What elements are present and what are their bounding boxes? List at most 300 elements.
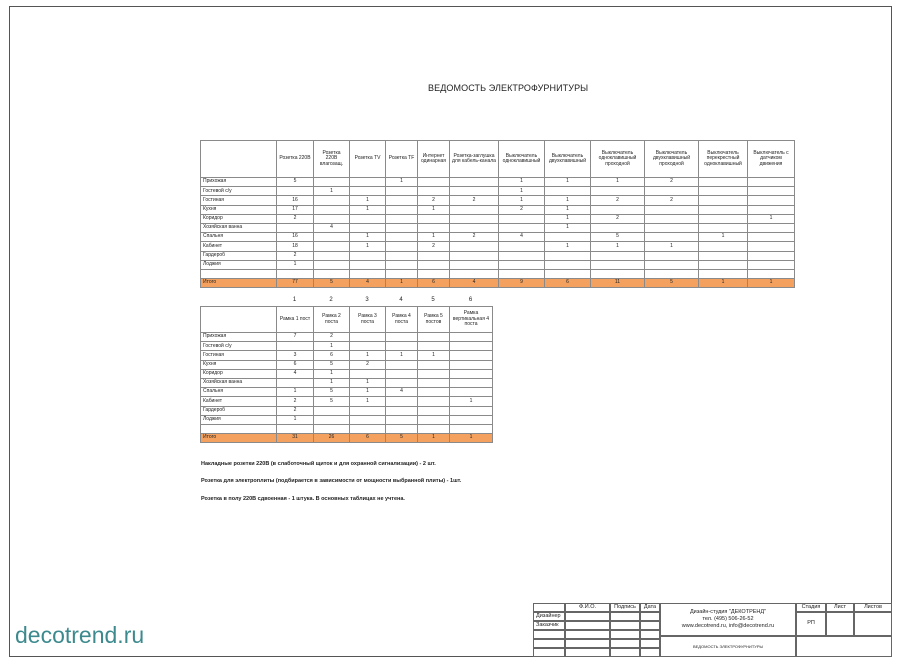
title-block [533,603,892,657]
table1-header-2: Розетка 220В влагозащ. [314,141,350,178]
quantity-cell [545,260,591,269]
quantity-cell: 1 [350,233,386,242]
table2-header-1: Рамка 1 пост [277,307,314,333]
quantity-cell [386,205,418,214]
quantity-cell: 5 [314,360,350,369]
quantity-cell: 2 [277,406,314,415]
table2-body [201,333,493,443]
quantity-cell [450,223,499,232]
quantity-cell: 1 [499,178,545,187]
quantity-cell [450,269,499,278]
quantity-cell: 16 [277,196,314,205]
room-name-cell: Кабинет [201,242,277,251]
title-block-empty-row-1a [533,630,565,639]
total-value-cell: 5 [386,434,418,443]
room-name-cell: Гардероб [201,251,277,260]
sockets-switches-table [200,140,795,288]
column-number: 1 [292,297,297,303]
quantity-cell: 1 [350,351,386,360]
title-block-empty-row-3c [610,648,640,657]
quantity-cell [699,214,748,223]
quantity-cell [314,260,350,269]
title-block-empty-row-2a [533,639,565,648]
quantity-cell: 18 [277,242,314,251]
table-row [201,205,795,214]
quantity-cell [386,251,418,260]
quantity-cell: 5 [591,233,645,242]
title-block-stage-value: РП [796,612,826,636]
quantity-cell: 4 [499,233,545,242]
total-value-cell: 26 [314,434,350,443]
quantity-cell: 2 [277,214,314,223]
table2-column-numbers [200,297,492,305]
quantity-cell [450,178,499,187]
quantity-cell [418,360,450,369]
quantity-cell [386,406,418,415]
quantity-cell [645,223,699,232]
table-row [201,196,795,205]
table-row [201,351,493,360]
room-name-cell: Спальня [201,388,277,397]
title-block-sheet-value [826,612,854,636]
total-label-cell: Итого [201,434,277,443]
table-row [201,187,795,196]
quantity-cell [350,214,386,223]
table-row [201,378,493,387]
quantity-cell [350,187,386,196]
quantity-cell: 1 [591,178,645,187]
table1-body [201,178,795,288]
column-number: 3 [365,297,369,303]
quantity-cell: 1 [499,187,545,196]
quantity-cell [499,242,545,251]
table-row [201,342,493,351]
quantity-cell [350,333,386,342]
quantity-cell: 1 [418,205,450,214]
table-row [201,214,795,223]
quantity-cell [386,187,418,196]
title-block-designer-fio [565,612,610,621]
quantity-cell [350,342,386,351]
quantity-cell [748,205,795,214]
quantity-cell [591,251,645,260]
quantity-cell [386,415,418,424]
table-row [201,233,795,242]
quantity-cell [314,214,350,223]
total-value-cell: 1 [699,279,748,288]
quantity-cell: 1 [418,233,450,242]
quantity-cell [314,196,350,205]
quantity-cell: 2 [499,205,545,214]
quantity-cell [499,214,545,223]
table2-header-2: Рамка 2 поста [314,307,350,333]
quantity-cell [277,269,314,278]
title-block-sheet-label: Лист [826,603,854,612]
total-value-cell: 5 [314,279,350,288]
title-block-empty-row-2c [610,639,640,648]
quantity-cell: 1 [314,187,350,196]
quantity-cell: 16 [277,233,314,242]
quantity-cell [277,223,314,232]
quantity-cell [418,251,450,260]
quantity-cell [418,333,450,342]
quantity-cell [350,251,386,260]
room-name-cell: Гостиная [201,351,277,360]
quantity-cell [418,424,450,433]
quantity-cell: 2 [418,196,450,205]
quantity-cell [386,342,418,351]
total-value-cell: 11 [591,279,645,288]
quantity-cell [450,415,493,424]
quantity-cell [450,369,493,378]
quantity-cell [386,369,418,378]
note-floor-socket: Розетка в полу 220В сдвоенная - 1 штука. В основных таблицах не учтена. [201,496,405,502]
title-block-empty-row-3a [533,648,565,657]
quantity-cell: 1 [314,342,350,351]
quantity-cell [748,233,795,242]
title-block-empty-row-1d [640,630,660,639]
quantity-cell: 1 [591,242,645,251]
column-number: 4 [399,297,403,303]
quantity-cell: 1 [645,242,699,251]
title-block-customer-sign [610,621,640,630]
quantity-cell [418,388,450,397]
total-value-cell: 5 [645,279,699,288]
title-block-sheets-label: Листов [854,603,892,612]
room-name-cell: Лоджия [201,260,277,269]
studio-contacts: www.decotrend.ru, info@decotrend.ru [681,623,775,630]
table2-header-5: Рамка 5 постов [418,307,450,333]
table-row [201,388,493,397]
watermark: decotrend.ru [15,622,145,648]
title-block-date-header: Дата [640,603,660,612]
quantity-cell [314,415,350,424]
table-row [201,369,493,378]
quantity-cell [699,223,748,232]
title-block-stage-label: Стадия [796,603,826,612]
table1-header-6: Розетка-заглушка для кабель-канала [450,141,499,178]
title-block-empty-row-1c [610,630,640,639]
quantity-cell [350,260,386,269]
title-block-empty-row-2b [565,639,610,648]
quantity-cell [314,178,350,187]
quantity-cell [418,260,450,269]
quantity-cell [314,242,350,251]
quantity-cell [450,242,499,251]
title-block-empty [796,636,892,657]
room-name-cell: Коридор [201,369,277,378]
total-value-cell: 1 [450,434,493,443]
table1-header-9: Выключатель одноклавишный проходной [591,141,645,178]
total-value-cell: 1 [748,279,795,288]
quantity-cell [450,205,499,214]
quantity-cell: 3 [277,351,314,360]
column-number: 6 [468,297,473,303]
quantity-cell [748,269,795,278]
table-row [201,251,795,260]
total-value-cell: 1 [418,434,450,443]
quantity-cell: 5 [277,178,314,187]
title-block-customer-label: Заказчик [533,621,565,630]
table-row [201,223,795,232]
quantity-cell: 1 [350,242,386,251]
quantity-cell [386,269,418,278]
quantity-cell [386,360,418,369]
quantity-cell: 2 [314,333,350,342]
table1-header-12: Выключатель с датчиком движения [748,141,795,178]
quantity-cell [350,406,386,415]
note-overhead-sockets: Накладные розетки 220В (в слаботочный щиток и для охранной сигнализации) - 2 шт. [201,461,436,467]
total-value-cell: 4 [350,279,386,288]
quantity-cell: 4 [277,369,314,378]
quantity-cell [645,269,699,278]
quantity-cell [450,251,499,260]
quantity-cell: 5 [314,397,350,406]
table1-header-row [201,141,795,178]
quantity-cell [591,269,645,278]
quantity-cell: 1 [545,214,591,223]
quantity-cell [699,196,748,205]
quantity-cell [350,415,386,424]
quantity-cell: 2 [350,360,386,369]
quantity-cell [277,378,314,387]
quantity-cell [386,233,418,242]
quantity-cell [591,260,645,269]
table1-header-11: Выключатель перекрестный одноклавишный [699,141,748,178]
quantity-cell: 1 [545,205,591,214]
quantity-cell [748,242,795,251]
quantity-cell [450,187,499,196]
quantity-cell [450,351,493,360]
title-block-designer-date [640,612,660,621]
table2-header-4: Рамка 4 поста [386,307,418,333]
room-name-cell: Кухня [201,205,277,214]
quantity-cell: 6 [314,351,350,360]
quantity-cell [545,251,591,260]
room-name-cell: Прихожая [201,333,277,342]
total-value-cell: 1 [386,279,418,288]
quantity-cell: 1 [386,351,418,360]
quantity-cell: 2 [591,214,645,223]
quantity-cell [314,269,350,278]
quantity-cell [545,269,591,278]
quantity-cell [499,223,545,232]
quantity-cell [386,397,418,406]
quantity-cell [499,251,545,260]
table2-header-6: Рамка вертикальная 4 поста [450,307,493,333]
quantity-cell: 1 [350,378,386,387]
quantity-cell [350,369,386,378]
quantity-cell [699,260,748,269]
total-value-cell: 6 [350,434,386,443]
quantity-cell [748,260,795,269]
quantity-cell [450,260,499,269]
note-stove-socket: Розетка для электроплиты (подбирается в зависимости от мощности выбранной плиты) - 1шт. [201,478,462,484]
quantity-cell [418,369,450,378]
total-value-cell: 6 [545,279,591,288]
quantity-cell: 1 [386,178,418,187]
quantity-cell [748,196,795,205]
quantity-cell [386,196,418,205]
quantity-cell [386,378,418,387]
quantity-cell: 2 [645,178,699,187]
quantity-cell [699,178,748,187]
title-block-studio [660,603,796,636]
quantity-cell [450,214,499,223]
quantity-cell: 1 [748,214,795,223]
column-number: 5 [431,297,435,303]
table1-header-5: Интернет одинарная [418,141,450,178]
quantity-cell [418,214,450,223]
quantity-cell [418,415,450,424]
quantity-cell: 1 [277,415,314,424]
quantity-cell [699,251,748,260]
quantity-cell [699,269,748,278]
table2-header-row [201,307,493,333]
quantity-cell [545,233,591,242]
quantity-cell [450,360,493,369]
quantity-cell: 1 [350,205,386,214]
quantity-cell: 17 [277,205,314,214]
table-row [201,424,493,433]
total-row [201,279,795,288]
title-block-customer-fio [565,621,610,630]
document-title: ВЕДОМОСТЬ ЭЛЕКТРОФУРНИТУРЫ [428,83,589,93]
quantity-cell [418,178,450,187]
quantity-cell: 7 [277,333,314,342]
quantity-cell: 1 [350,196,386,205]
quantity-cell: 2 [418,242,450,251]
quantity-cell [499,269,545,278]
title-block-designer-label: Дизайнер [533,612,565,621]
quantity-cell [591,223,645,232]
room-name-cell: Прихожая [201,178,277,187]
room-name-cell: Гостиная [201,196,277,205]
quantity-cell [645,205,699,214]
quantity-cell: 2 [450,196,499,205]
quantity-cell: 2 [450,233,499,242]
quantity-cell [350,223,386,232]
quantity-cell [499,260,545,269]
room-name-cell [201,424,277,433]
quantity-cell: 1 [450,397,493,406]
title-block-empty-row-1b [565,630,610,639]
title-block-doc-title: ВЕДОМОСТЬ ЭЛЕКТРОФУРНИТУРЫ [660,636,796,657]
quantity-cell: 1 [350,388,386,397]
quantity-cell [645,251,699,260]
quantity-cell [386,214,418,223]
quantity-cell [277,342,314,351]
quantity-cell [591,187,645,196]
title-block-designer-sign [610,612,640,621]
table1-header-3: Розетка TV [350,141,386,178]
quantity-cell [350,269,386,278]
quantity-cell: 1 [277,388,314,397]
quantity-cell [748,178,795,187]
quantity-cell [386,424,418,433]
frames-table [200,306,493,443]
quantity-cell: 2 [277,397,314,406]
quantity-cell [645,260,699,269]
table1-header-8: Выключатель двухклавишный [545,141,591,178]
studio-phone: тел. (495) 506-26-52 [702,615,754,622]
quantity-cell [545,187,591,196]
table1-header-10: Выключатель двухклавишный проходной [645,141,699,178]
quantity-cell [450,333,493,342]
table-row [201,269,795,278]
table2-header-3: Рамка 3 поста [350,307,386,333]
studio-name: Дизайн-студия "ДЕКОТРЕНД" [689,608,767,615]
quantity-cell [450,388,493,397]
quantity-cell [314,406,350,415]
quantity-cell [748,187,795,196]
total-value-cell: 77 [277,279,314,288]
title-block-fio-header: Ф.И.О. [565,603,610,612]
quantity-cell [277,187,314,196]
room-name-cell: Лоджия [201,415,277,424]
quantity-cell [314,424,350,433]
quantity-cell: 6 [277,360,314,369]
quantity-cell [386,333,418,342]
column-number: 2 [329,297,333,303]
table-row [201,260,795,269]
room-name-cell: Кабинет [201,397,277,406]
total-row [201,434,493,443]
quantity-cell [386,242,418,251]
title-block-sheets-value [854,612,892,636]
table1-header-0 [201,141,277,178]
table-row [201,333,493,342]
title-block-blank [533,603,565,612]
quantity-cell [418,342,450,351]
quantity-cell [450,342,493,351]
quantity-cell [645,233,699,242]
quantity-cell [350,424,386,433]
quantity-cell: 1 [545,178,591,187]
quantity-cell [314,205,350,214]
quantity-cell: 2 [591,196,645,205]
quantity-cell: 1 [350,397,386,406]
quantity-cell: 1 [545,242,591,251]
total-value-cell: 4 [450,279,499,288]
table-row [201,178,795,187]
room-name-cell [201,269,277,278]
quantity-cell: 1 [499,196,545,205]
quantity-cell [386,260,418,269]
quantity-cell [699,187,748,196]
quantity-cell: 1 [545,223,591,232]
quantity-cell: 1 [418,351,450,360]
total-label-cell: Итого [201,279,277,288]
quantity-cell [418,406,450,415]
quantity-cell [418,378,450,387]
room-name-cell: Гардероб [201,406,277,415]
quantity-cell [386,223,418,232]
quantity-cell: 4 [386,388,418,397]
table1-header-1: Розетка 220В [277,141,314,178]
quantity-cell [645,214,699,223]
quantity-cell [591,205,645,214]
quantity-cell [277,424,314,433]
quantity-cell [645,187,699,196]
total-value-cell: 9 [499,279,545,288]
room-name-cell: Хозяйская ванна [201,223,277,232]
room-name-cell: Коридор [201,214,277,223]
quantity-cell [699,205,748,214]
table-row [201,360,493,369]
quantity-cell [418,269,450,278]
quantity-cell [418,223,450,232]
